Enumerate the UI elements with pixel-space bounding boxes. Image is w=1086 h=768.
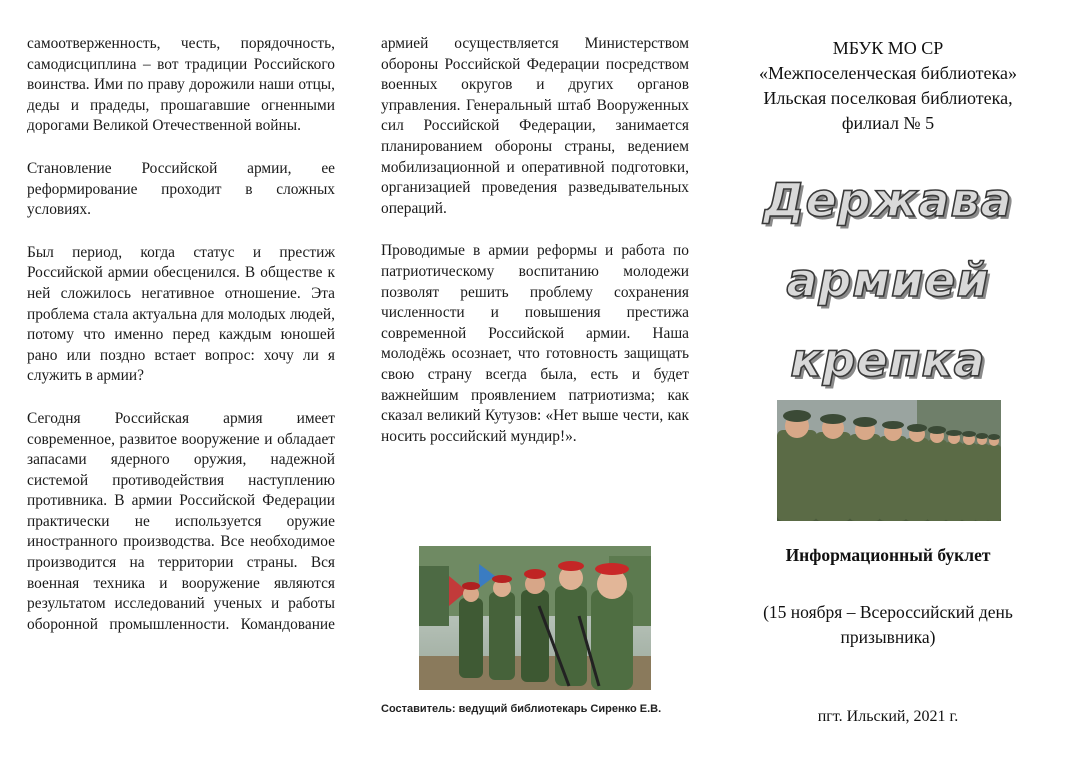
text-column-left	[27, 34, 335, 768]
paragraph-traditions: самоотверженность, честь, порядочность, самодисциплина – вот традиции Российского воинства. Ими по праву дорожили наши отцы, деды и прадеды, прошагавшие огненными дорогами Великой Отечественной войны.	[27, 35, 335, 135]
soldiers-formation-photo	[777, 400, 1001, 521]
booklet-title	[748, 160, 1028, 400]
title-line-1: Держава	[763, 173, 1013, 227]
institution-line-3: Ильская поселковая библиотека,	[763, 88, 1013, 108]
institution-line-2: «Межпоселенческая библиотека»	[759, 63, 1017, 83]
paragraph-prestige: Был период, когда статус и престиж Российской армии обесценился. В обществе к ней сложилось негативное отношение. Эта проблема стала актуальна для молодых людей, потому что именно перед каждым юношей рано или поздно встает вопрос: хочу ли я служить в армии?	[27, 243, 335, 385]
event-date-line-1: (15 ноября – Всероссийский день	[763, 602, 1013, 622]
institution-line-4: филиал № 5	[841, 113, 935, 133]
event-date	[735, 600, 1041, 650]
soldiers-red-berets-photo	[419, 546, 651, 690]
institution-header	[735, 36, 1041, 136]
paragraph-modern-army: Сегодня Российская армия имеет современное, развитое вооружение и обладает запасами ядерного оружия, надежной системой противодействия наступлению противника. В армии Российской Федерации практически не используется оружие иностранного производства. Все необходимое производится на территории страны. Вся военная техника и вооружение являются результатом исследований ученых и работы оборонной промышленности. Командование	[27, 409, 335, 633]
institution-line-1: МБУК МО СР	[832, 38, 944, 58]
place-year: пгт. Ильский, 2021 г.	[817, 708, 959, 725]
booklet-type: Информационный буклет	[785, 545, 991, 565]
title-line-3: крепка	[790, 333, 986, 387]
paragraph-command: армией осуществляется Министерством обороны Российской Федерации посредством военных округов и других органов управления. Генеральный штаб Вооруженных сил Российской Федерации, занимается планированием обороны страны, ведением мобилизационной и оперативной подготовки, организацией проведения разведывательных операций.	[381, 35, 689, 217]
compiler-credit: Составитель: ведущий библиотекарь Сиренко Е.В.	[381, 703, 662, 715]
paragraph-formation: Становление Российской армии, ее реформирование проходит в сложных условиях.	[27, 159, 335, 219]
title-line-2: армией	[786, 253, 990, 307]
event-date-line-2: призывника)	[840, 627, 936, 647]
paragraph-reforms: Проводимые в армии реформы и работа по патриотическому воспитанию молодежи позволят решить проблему сохранения численности и повышения престижа современной Российской армии. Наша молодёжь осознает, что готовность защищать свою страну всегда была, есть и будет важнейшим проявлением патриотизма; как сказал великий Кутузов: «Нет выше чести, как носить российский мундир!».	[381, 242, 689, 445]
